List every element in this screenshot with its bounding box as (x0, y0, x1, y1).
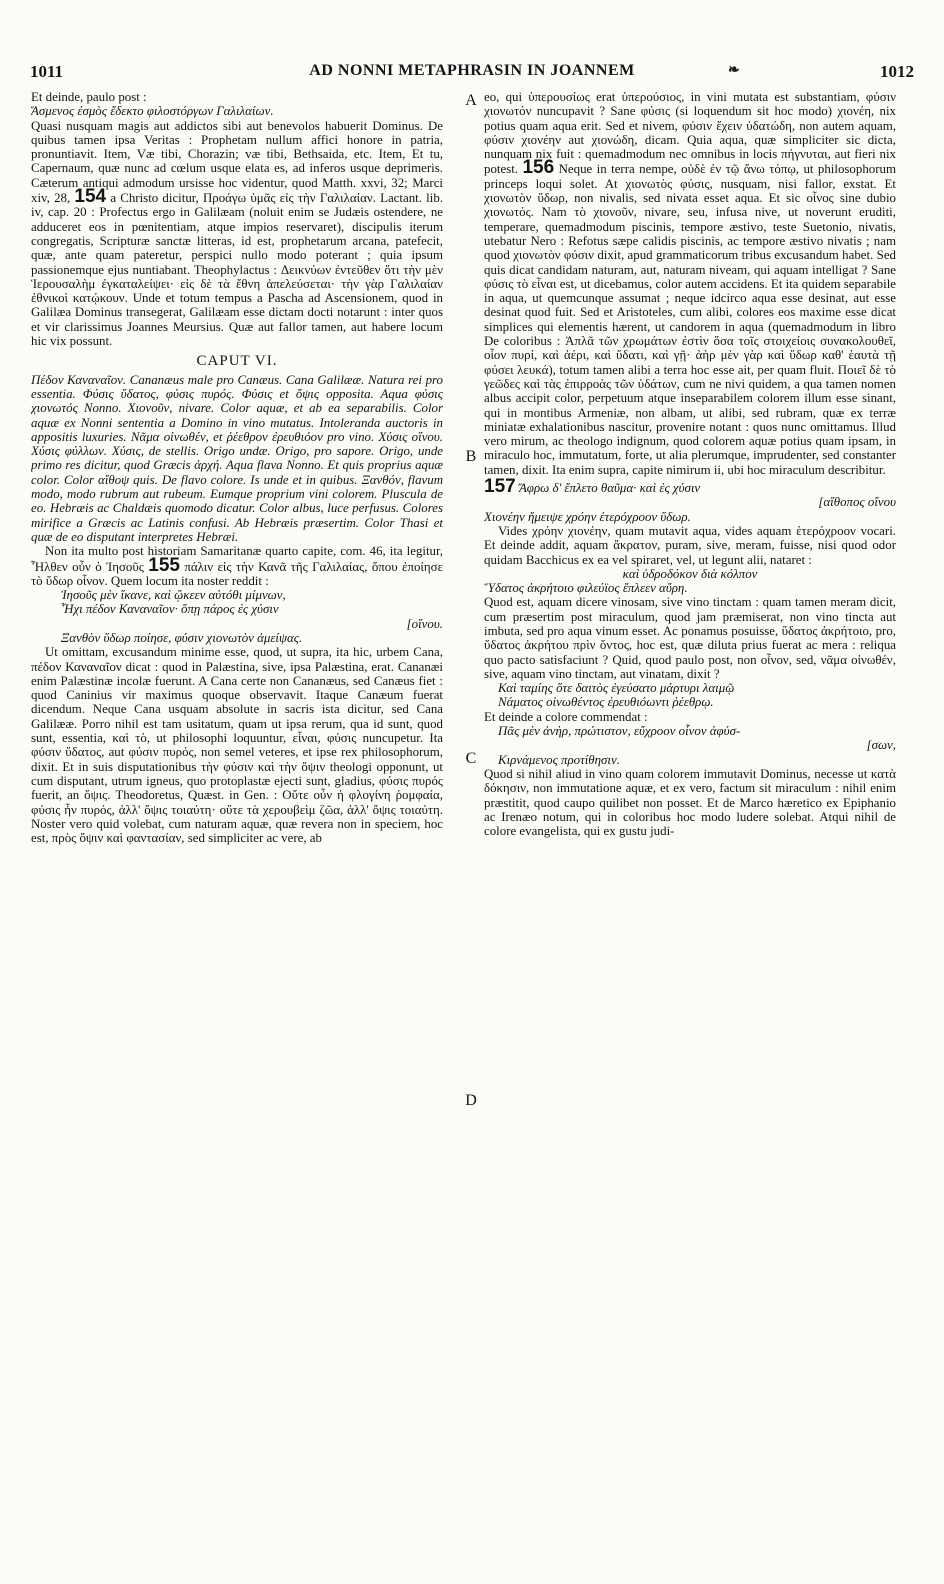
page-number-left: 1011 (30, 62, 64, 81)
margin-letter-d: D (465, 1092, 477, 1109)
margin-letter-c: C (465, 750, 477, 767)
verse-continuation: [οἴνου. (406, 616, 443, 631)
section-number: 154 (74, 186, 107, 208)
verse-line: Ἄσμενος ἐσμὸς ἔδεκτο φιλοστόργων Γαλιλαίων. (31, 104, 274, 119)
section-number: 157 (484, 476, 516, 498)
paragraph: Vides χρόην χιονέην, quam mutavit aqua, vides aquam ἑτερόχροον vocari. Et deinde addit, aquam ἄκρατον, puram, sive, meram, fuisse, nisi quod odor quidam Bacchicus ex ea vel spiraret, vel, ut legunt alii, nataret : (484, 523, 896, 567)
verse-line: Χιονέην ἤμειψε χρόην ἑτερόχροον ὕδωρ. (484, 509, 691, 524)
verse-line: Πᾶς μὲν ἀνὴρ, πρώτιστον, εὔχροον οἶνον ἀφύσ- (498, 724, 741, 739)
text-span: Ἄφρω δ' ἔπλετο θαῦμα· καὶ ἐς χύσιν (518, 481, 701, 496)
chapter-summary: Πέδον Καναναῖον. Cananæus male pro Canæus. Cana Galilææ. Natura rei pro essentia. Φύσις ὕδατος, φύσις πυρός. Φύσις et ὄψις opposita. Aqua φύσις χιονωτός Nonno. Χιονοῦν, nivare. Color aquæ, et ab ea separabilis. Color aquæ ex Nonni sententia a Domino in vino mutatus. Intoleranda auctoris in appositis luxuries. Νᾶμα οἰνωθέν, et ῥέεθρον ἐρευθιόον pro vino. Χύσις οἴνου. Χύσις φύλλων. Χύσις, de stellis. Origo undæ. Origo, pro sapore. Origo, unde primo res dicitur, quod Græcis ἀρχή. Aqua flava Nonno. Et quis proprius aquæ color. Color αἴθοψ quis. De flavo colore. Is unde et in quibus. Ξανθόν, flavum modo, modo rubrum aut rubeum. Eumque proprium vini colorem. Pluscula de eo. Hebræis ac Chaldæis quomodo dicatur. Color albus, luce perfusus. Colores mirifice a Græcis ac Latinis confusi. Ab Hebræis præsertim. Color Thasi et quæ de eo disputant interpretes Hebræi. (31, 372, 443, 544)
margin-letter-b: B (465, 448, 477, 465)
verse-continuation: [αἴθοπος οἴνου (818, 495, 896, 510)
verse-line: Κιρνάμενος προτίθησιν. (498, 752, 620, 767)
verse-line: Ἧχι πέδον Καναναῖον· ὅπῃ πάρος ἐς χύσιν (61, 602, 279, 617)
paragraph: Et deinde, paulo post : (31, 90, 147, 104)
chapter-heading: CAPUT VI. (196, 353, 278, 370)
running-header (30, 62, 914, 84)
paragraph: Quod si nihil aliud in vino quam colorem immutavit Dominus, necesse ut κατὰ δόκησιν, non immutatione aquæ, et ex vero, factum sit miraculum : nihil enim præstitit, quod caupo quilibet non posset. Et de Marco hæretico ex Epiphanio ac Irenæo notum, qui in coloribus hoc modo ludere solebat. Atqui nihil de colore evangelista, qui ex gustu judi- (484, 766, 896, 839)
verse-line: Ξανθὸν ὕδωρ ποίησε, φύσιν χιονωτὸν ἀμείψας. (61, 630, 303, 645)
verse-line: Ὕδατος ἀκρήτοιο φιλεύϊος ἔπλεεν αὔρη. (484, 581, 688, 596)
ornament-icon: ❧ (728, 63, 740, 78)
text-span: a Christo dicitur, Προάγω ὑμᾶς εἰς τὴν Γαλιλαίαν. Lactant. lib. iv, cap. 20 : Profectus ergo in Galilæam (noluit enim se Judæis ostendere, ne adduceret eos in pœnitentiam, atque impios reservaret), discipulis iterum congregatis, Scripturæ sanctæ litteras, id est, prophetarum arcana, patefecit, quæ, ante quam pateretur, perspici nullo modo poterant ; quia ipsum passionemque ejus nuntiabant. Theophylactus : Δεικνύων ἐντεῦθεν ὅτι τὴν μὲν Ἱερουσαλὴμ ἐγκαταλείψει· εἰς δὲ τὰ ἔθνη ἀπελεύσεται· τὴν γὰρ Γαλιλαίαν ἐθνικοὶ κατῴκουν. Unde et totum tempus a Pascha ad Ascensionem, quod in Galilæa Dominus transegerat, Galilæam esse dictam docti notarunt : inter quos et vir clarissimus Joannes Meursius. Quæ aut fallor tamen, aut habere locum hic vix possunt. (31, 191, 443, 349)
text-span: Non ita multo post historiam Samaritanæ quarto capite, com. 46, ita legitur, Ἦλθεν οὖν ὁ Ἰησοῦς (31, 544, 443, 574)
left-column (31, 90, 443, 1570)
section-number: 156 (522, 157, 555, 179)
paragraph (31, 544, 443, 588)
paragraph (31, 119, 443, 349)
text-span: eo, qui ὑπερουσίως erat ὑπερούσιος, in vini mutata est substantiam, φύσιν χιονωτόν nuncupavit ? Sane φύσις (si loquendum sit hoc modo) χιονέη, nix potius quam aqua erit. Sed et nivem, φύσιν ἔχειν ὑδατώδη, non autem aquam, φύσιν χιονέην aut χιονώδη, dicam. Quia aqua, quæ simpliciter sic dicta, nunquam nix fuit : quemadmodum nec omnibus in locis πήγνυται, aut fieri nix potest. (484, 90, 896, 177)
paragraph: Quod est, aquam dicere vinosam, sive vino tinctam : quam tamen meram dicit, cum præsertim post miraculum, quod jam præmiserat, non vino tincta aut imbuta, sed pro aqua vinum esset. Ac ponamus posuisse, ὕδατος ἀκρήτοιο, pro, ὕδατος ἀκρήτου πρὶν ὄντος, hoc est, quæ diluta prius fuerat ac mera : reliqua quo pacto satisfaciunt ? Quid, quod paulo post, non οἶνον, sed, νᾶμα οἰνωθέν, sive, aquam vino tinctam, aut vinatam, dixit ? (484, 595, 896, 681)
verse-line (484, 476, 896, 498)
paragraph: Ut omittam, excusandum minime esse, quod, ut supra, ita hic, urbem Cana, πέδον Καναναῖον dicat : quod in Palæstina, sive, ipsa Palæstina, erat. Cananæi enim Palæstinæ incolæ fuerunt. A Cana certe non Cananæus, sed Canæus fiet : quod Caninius vir maximus quoque observavit. Itaque Canæum fuerat dicendum. Neque Cana usquam absolute in sacris ista dicitur, sed Cana Galilææ. Porro nihil est tam usitatum, quam ut ipsa rerum, qua id sunt, quod sunt, essentia, καὶ τὸ, ut philosophi loquuntur, εἶναι, φύσις nuncupetur. Ita φύσιν ὕδατος, aut φύσιν πυρός, non semel veteres, et ipse rex philosophorum, dixit. Et in suis disputationibus τὴν φύσιν καὶ τὴν ὄψιν theologi opponunt, ut cum disputant, utrum igneus, quo protoplastæ ejecti sunt, gladius, φύσις πυρός fuerit, an ὄψις. Theodoretus, Quæst. in Gen. : Οὔτε οὖν ἡ φλογίνη ῥομφαία, φύσις ἦν πυρός, ἀλλ' ὄψις τοιαύτη· οὔτε τὰ χερουβεὶμ ζῶα, ἀλλ' ὄψις τοιαύτη. Noster vero quid volebat, cum naturam aquæ, quæ revera non in speciem, hoc est, πρὸς ὄψιν καὶ φαντασίαν, sed simpliciter ac vere, ab (31, 645, 443, 846)
page-number-right: 1012 (880, 62, 914, 81)
verse-line: καὶ ὑδροδόκον διὰ κόλπον (622, 566, 758, 581)
paragraph: Et deinde a colore commendat : (484, 709, 648, 724)
text-span: Neque in terra nempe, οὐδὲ ἐν τῷ ἄνω τόπῳ, ut philosophorum princeps loqui solet. At χιονωτὸς φύσις, nusquam, nisi fallor, exstat. Et χιονωτὸν ὕδωρ, non nivalis, sed nivata esset aqua. Et sic οἶνος sine dubio χιονωτός. Nam τὸ χιονοῦν, nivare, seu, infusa nive, ut noverunt eruditi, temperare, quemadmodum piscinis, tempore æstivo, teste Suetonio, nivatis, utebatur Nero : Refotus sæpe calidis piscinis, ac tempore æstivo nivatis ; nam quod χιονωτὸν φύσιν dixit, apud grammaticorum tribus excusandum habet. Sed quis dicat candidam naturam, aut, naturam niveam, qui aquam intelligat ? Sane φύσις τὸ εἶναι est, ut dicebamus, color autem accidens. Et ita quidem separabile in aqua, ut quemcunque assumat ; neque idcirco aqua esse desinat, aut esse desinat quod fuit. Sed et Aristoteles, cum alibi, colores eos maxime esse dicat simplices qui elementis hærent, ut candorem in aqua (quemadmodum in libro De coloribus : Ἁπλᾶ τῶν χρωμάτων ἐστὶν ὅσα τοῖς στοιχείοις συνακολουθεῖ, οἷον πυρί, καὶ ἀέρι, καὶ ὕδατι, καὶ γῇ· ἀὴρ μὲν γὰρ καὶ ὕδωρ καθ' ἑαυτὰ τῇ φύσει λευκά), totum tamen alibi a terra hoc esse ait, per quam fluit. Ποιεῖ δὲ τὸ γεῶδες καὶ τὰς ἐπιρροὰς τῶν ὑδάτων, cum ne nivi quidem, a qua tamen nomen albus accipit color, perpetuum atque inseparabilem colorem illum esse sinant, qui in montibus Armeniæ, non albam, ut alibi, sed rubram, quæ ex terræ miniatæ exhalationibus nascitur, provenire notant : quos nunc omittamus. Illud vero mirum, ac theologo indignum, quod colorem aquæ potius quam ipsam, in miraculo hoc, immutatum, forte, ut alia plerumque, imprudenter, sed constanter tamen, dixit. Ita enim supra, capite nimirum ii, ubi hoc miraculum describitur. (484, 162, 896, 477)
section-number: 155 (148, 554, 180, 576)
verse-line: Ἰησοῦς μὲν ἵκανε, καὶ ᾤκεεν αὐτόθι μίμνων, (61, 588, 286, 603)
margin-letter-a: A (465, 92, 477, 109)
paragraph (484, 90, 896, 477)
verse-line: Καὶ ταμίης ὅτε δαιτὸς ἐγεύσατο μάρτυρι λαιμῷ (498, 681, 735, 696)
running-title: AD NONNI METAPHRASIN IN JOANNEM (309, 62, 635, 79)
verse-line: Νάματος οἰνωθέντος ἐρευθιόωντι ῥέεθρῳ. (498, 695, 714, 710)
text-span: πάλιν εἰς τὴν Κανᾶ τῆς Γαλιλαίας, ὅπου ἐποίησε τὸ ὕδωρ οἶνον. Quem locum ita noster reddit : (31, 559, 443, 588)
right-column (484, 90, 896, 1570)
verse-continuation: [σων, (866, 738, 896, 753)
text-span: Quasi nusquam magis aut addictos sibi aut benevolos habuerit Dominus. De quibus tamen ipsa Veritas : Prophetam nullum affici honore in patria, pronuntiavit. Item, Væ tibi, Chorazin; væ tibi, Bethsaida, etc. Item, Et tu, Capernaum, quæ nunc ad cœlum usque elata es, ad inferos usque deprimeris. Cæterum antiqui admodum ursisse hoc videntur, quod Matth. xxvi, 32; Marci xiv, 28, (31, 118, 443, 206)
